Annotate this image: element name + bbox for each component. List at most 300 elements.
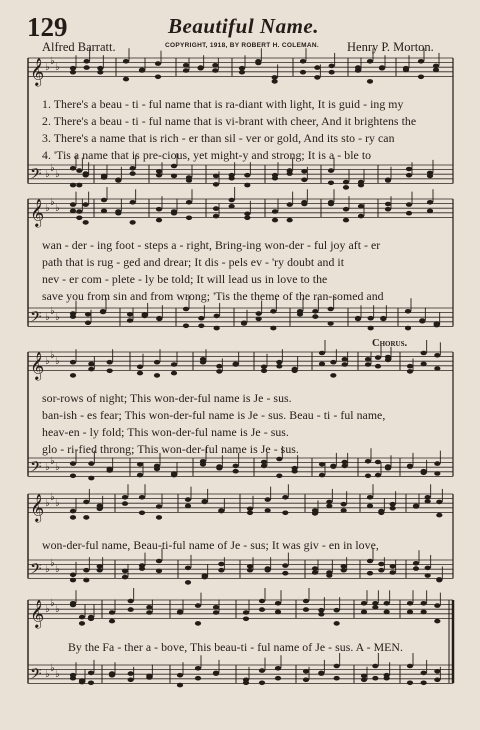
note-head — [265, 497, 271, 502]
note-head — [275, 666, 281, 671]
flat-icon: ♭ — [55, 669, 60, 680]
note-head — [107, 369, 113, 374]
note-head — [146, 674, 152, 679]
note-head — [177, 610, 183, 615]
note-head — [259, 599, 265, 604]
note-head — [355, 65, 361, 70]
copyright-notice: COPYRIGHT, 1918, BY ROBERT H. COLEMAN. — [165, 42, 319, 49]
note-head — [403, 68, 409, 73]
lyric-line: 3. There's a name that is rich - er than sil - ver or gold, And its sto - ry can — [42, 131, 395, 145]
note-head — [183, 68, 189, 73]
note-head — [282, 511, 288, 516]
note-head — [358, 183, 364, 188]
note-head — [83, 220, 89, 225]
note-head — [79, 678, 85, 683]
flat-icon: ♭ — [45, 203, 50, 214]
note-head — [390, 564, 396, 569]
note-head — [406, 167, 412, 172]
note-head — [233, 469, 239, 474]
note-head — [200, 357, 206, 362]
note-head — [139, 566, 145, 571]
note-head — [186, 178, 192, 183]
note-head — [218, 508, 224, 513]
flat-icon: ♭ — [50, 558, 55, 569]
note-head — [142, 312, 148, 317]
note-head — [407, 664, 413, 669]
note-head — [239, 66, 245, 71]
note-head — [216, 464, 222, 469]
note-head — [367, 559, 373, 564]
note-head — [70, 509, 76, 514]
note-head — [406, 173, 412, 178]
note-head — [303, 669, 309, 674]
note-head — [101, 174, 107, 179]
note-head — [361, 674, 367, 679]
note-head — [130, 166, 136, 171]
note-head — [171, 362, 177, 367]
flat-icon: ♭ — [50, 598, 55, 609]
note-head — [195, 621, 201, 626]
note-head — [214, 326, 220, 331]
note-head — [378, 562, 384, 567]
note-head — [171, 174, 177, 179]
flat-icon: ♭ — [50, 456, 55, 467]
note-head — [301, 202, 307, 207]
note-head — [434, 461, 440, 466]
flat-icon: ♭ — [50, 306, 55, 317]
bass-clef-icon: 𝄢 — [30, 560, 42, 582]
note-head — [70, 515, 76, 520]
note-head — [375, 473, 381, 478]
note-head — [127, 318, 133, 323]
note-head — [312, 566, 318, 571]
note-head — [259, 681, 265, 686]
flat-icon: ♭ — [50, 663, 55, 674]
note-head — [213, 605, 219, 610]
note-head — [259, 607, 265, 612]
note-head — [244, 212, 250, 217]
note-head — [365, 474, 371, 479]
flat-icon: ♭ — [55, 62, 60, 73]
note-head — [343, 185, 349, 190]
note-head — [202, 573, 208, 578]
note-head — [421, 671, 427, 676]
note-head — [365, 459, 371, 464]
flat-icon: ♭ — [55, 356, 60, 367]
note-head — [275, 610, 281, 615]
note-head — [318, 612, 324, 617]
note-head — [384, 676, 390, 681]
note-head — [361, 601, 367, 606]
note-head — [83, 515, 89, 520]
note-head — [156, 504, 162, 509]
note-head — [318, 671, 324, 676]
note-head — [218, 562, 224, 567]
note-head — [407, 681, 413, 686]
note-head — [76, 209, 82, 214]
note-head — [301, 178, 307, 183]
note-head — [434, 353, 440, 358]
note-head — [372, 601, 378, 606]
note-head — [413, 504, 419, 509]
note-head — [128, 678, 134, 683]
note-head — [334, 664, 340, 669]
note-head — [247, 507, 253, 512]
note-head — [156, 317, 162, 322]
bass-clef-icon: 𝄢 — [30, 165, 42, 187]
note-head — [378, 568, 384, 573]
note-head — [155, 75, 161, 80]
note-head — [83, 171, 89, 176]
note-head — [390, 506, 396, 511]
note-head — [123, 77, 129, 82]
flat-icon: ♭ — [55, 564, 60, 575]
note-head — [97, 564, 103, 569]
note-head — [407, 601, 413, 606]
note-head — [303, 678, 309, 683]
note-head — [341, 564, 347, 569]
note-head — [314, 75, 320, 80]
flat-icon: ♭ — [55, 203, 60, 214]
note-head — [372, 664, 378, 669]
note-head — [107, 467, 113, 472]
flat-icon: ♭ — [45, 169, 50, 180]
note-head — [202, 499, 208, 504]
note-head — [270, 309, 276, 314]
note-head — [328, 202, 334, 207]
note-head — [244, 183, 250, 188]
note-head — [436, 513, 442, 518]
note-head — [300, 59, 306, 64]
note-head — [407, 610, 413, 615]
note-head — [261, 460, 267, 465]
note-head — [421, 610, 427, 615]
note-head — [97, 70, 103, 75]
bass-clef-icon: 𝄢 — [30, 458, 42, 480]
note-head — [177, 673, 183, 678]
note-head — [216, 369, 222, 374]
note-head — [185, 566, 191, 571]
note-head — [213, 214, 219, 219]
note-head — [88, 367, 94, 372]
note-head — [85, 312, 91, 317]
lyric-line: save you from sin and from wrong; 'Tis the theme of the ran-somed and — [42, 289, 384, 303]
flat-icon: ♭ — [50, 350, 55, 361]
note-head — [122, 569, 128, 574]
note-head — [85, 321, 91, 326]
note-head — [272, 75, 278, 80]
note-head — [156, 569, 162, 574]
flat-icon: ♭ — [45, 669, 50, 680]
note-head — [272, 176, 278, 181]
note-head — [213, 671, 219, 676]
note-head — [328, 307, 334, 312]
flat-icon: ♭ — [55, 604, 60, 615]
note-head — [425, 499, 431, 504]
lyric-line: By the Fa - ther a - bove, This beau-ti - ful name of Je - sus. A - MEN. — [68, 640, 403, 654]
note-head — [101, 198, 107, 203]
note-head — [109, 671, 115, 676]
note-head — [330, 464, 336, 469]
note-head — [433, 68, 439, 73]
note-head — [272, 209, 278, 214]
note-head — [407, 364, 413, 369]
note-head — [76, 168, 82, 173]
note-head — [413, 566, 419, 571]
note-head — [425, 573, 431, 578]
note-head — [407, 464, 413, 469]
note-head — [421, 362, 427, 367]
note-head — [76, 183, 82, 188]
note-head — [270, 326, 276, 331]
note-head — [385, 202, 391, 207]
note-head — [139, 495, 145, 500]
note-head — [368, 316, 374, 321]
note-head — [312, 508, 318, 513]
note-head — [276, 457, 282, 462]
note-head — [275, 601, 281, 606]
note-head — [229, 198, 235, 203]
note-head — [343, 218, 349, 223]
note-head — [434, 669, 440, 674]
note-head — [122, 575, 128, 580]
note-head — [213, 610, 219, 615]
note-head — [239, 70, 245, 75]
note-head — [367, 79, 373, 84]
note-head — [183, 307, 189, 312]
note-head — [130, 220, 136, 225]
note-head — [297, 312, 303, 317]
note-head — [434, 366, 440, 371]
note-head — [292, 369, 298, 374]
note-head — [276, 360, 282, 365]
note-head — [171, 471, 177, 476]
note-head — [122, 495, 128, 500]
note-head — [156, 218, 162, 223]
note-head — [185, 504, 191, 509]
note-head — [367, 495, 373, 500]
note-head — [390, 570, 396, 575]
note-head — [186, 216, 192, 221]
note-head — [421, 469, 427, 474]
lyricist: Alfred Barratt. — [42, 40, 116, 54]
note-head — [405, 309, 411, 314]
note-head — [70, 578, 76, 583]
treble-clef-icon: 𝄞 — [30, 57, 45, 86]
note-head — [358, 204, 364, 209]
note-head — [218, 568, 224, 573]
note-head — [341, 508, 347, 513]
note-head — [213, 182, 219, 187]
note-head — [137, 462, 143, 467]
note-head — [433, 64, 439, 69]
note-head — [171, 164, 177, 169]
note-head — [83, 568, 89, 573]
note-head — [319, 351, 325, 356]
note-head — [70, 603, 76, 608]
note-head — [385, 464, 391, 469]
note-head — [367, 571, 373, 576]
bass-clef-icon: 𝄢 — [30, 665, 42, 687]
note-head — [259, 668, 265, 673]
note-head — [372, 676, 378, 681]
note-head — [185, 497, 191, 502]
flat-icon: ♭ — [50, 492, 55, 503]
note-head — [101, 209, 107, 214]
note-head — [128, 607, 134, 612]
note-head — [244, 173, 250, 178]
note-head — [384, 610, 390, 615]
lyric-line: path that is rug - ged and drear; It dis - pels ev - 'ry doubt and it — [42, 255, 345, 269]
flat-icon: ♭ — [45, 564, 50, 575]
note-head — [358, 214, 364, 219]
note-head — [195, 666, 201, 671]
note-head — [200, 462, 206, 467]
note-head — [434, 321, 440, 326]
note-head — [421, 681, 427, 686]
flat-icon: ♭ — [55, 462, 60, 473]
note-head — [300, 70, 306, 75]
note-head — [198, 324, 204, 329]
note-head — [378, 511, 384, 516]
note-head — [312, 309, 318, 314]
treble-clef-icon: 𝄞 — [30, 351, 45, 380]
note-head — [70, 209, 76, 214]
note-head — [343, 180, 349, 185]
note-head — [70, 166, 76, 171]
note-head — [365, 362, 371, 367]
note-head — [427, 209, 433, 214]
note-head — [88, 362, 94, 367]
note-head — [155, 61, 161, 66]
note-head — [301, 169, 307, 174]
note-head — [243, 617, 249, 622]
note-head — [247, 511, 253, 516]
note-head — [385, 355, 391, 360]
note-head — [255, 61, 261, 66]
note-head — [265, 566, 271, 571]
note-head — [198, 65, 204, 70]
note-head — [343, 207, 349, 212]
note-head — [154, 373, 160, 378]
note-head — [128, 599, 134, 604]
note-head — [79, 615, 85, 620]
note-head — [434, 619, 440, 624]
note-head — [367, 59, 373, 64]
note-head — [83, 202, 89, 207]
flat-icon: ♭ — [45, 62, 50, 73]
treble-clef-icon: 𝄞 — [30, 599, 45, 628]
note-head — [243, 610, 249, 615]
lyric-line: won-der-ful name, Beau-ti-ful name of Je - sus; It was giv - en in love, — [42, 538, 379, 552]
note-head — [76, 216, 82, 221]
note-head — [355, 317, 361, 322]
note-head — [427, 200, 433, 205]
note-head — [233, 464, 239, 469]
note-head — [84, 59, 90, 64]
note-head — [130, 200, 136, 205]
note-head — [421, 351, 427, 356]
note-head — [127, 312, 133, 317]
lyric-line: nev - er com - plete - ly be told; It will lead us in love to the — [42, 272, 328, 286]
note-head — [427, 174, 433, 179]
note-head — [244, 216, 250, 221]
note-head — [282, 571, 288, 576]
lyric-line: glo - ri-fied throng; This won-der-ful name is Je - sus. — [42, 442, 299, 456]
flat-icon: ♭ — [55, 498, 60, 509]
flat-icon: ♭ — [45, 356, 50, 367]
note-head — [275, 676, 281, 681]
note-head — [137, 371, 143, 376]
note-head — [154, 467, 160, 472]
hymn-number: 129 — [27, 12, 68, 42]
note-head — [213, 206, 219, 211]
note-head — [70, 474, 76, 479]
note-head — [83, 578, 89, 583]
note-head — [329, 64, 335, 69]
note-head — [156, 515, 162, 520]
note-head — [330, 360, 336, 365]
note-head — [385, 207, 391, 212]
note-head — [406, 211, 412, 216]
note-head — [128, 671, 134, 676]
note-head — [434, 603, 440, 608]
note-head — [361, 610, 367, 615]
flat-icon: ♭ — [50, 56, 55, 67]
note-head — [292, 469, 298, 474]
note-head — [256, 317, 262, 322]
note-head — [434, 471, 440, 476]
note-head — [375, 364, 381, 369]
note-head — [418, 59, 424, 64]
note-head — [405, 326, 411, 331]
note-head — [177, 683, 183, 688]
lyric-line: heav-en - ly fold; This won-der-ful name is Je - sus. — [42, 425, 289, 439]
lyric-line: wan - der - ing foot - steps a - right, Bring-ing won-der - ful joy aft - er — [42, 238, 381, 252]
note-head — [434, 678, 440, 683]
note-head — [115, 211, 121, 216]
note-head — [372, 605, 378, 610]
note-head — [287, 171, 293, 176]
note-head — [326, 504, 332, 509]
note-head — [379, 65, 385, 70]
note-head — [70, 676, 76, 681]
note-head — [88, 461, 94, 466]
note-head — [70, 314, 76, 319]
note-head — [171, 211, 177, 216]
note-head — [328, 321, 334, 326]
note-head — [146, 605, 152, 610]
lyric-line: 4. 'Tis a name that is pre-cious, yet might-y and strong; It is a - ble to — [42, 148, 372, 162]
note-head — [342, 460, 348, 465]
bass-clef-icon: 𝄢 — [30, 308, 42, 330]
note-head — [137, 365, 143, 370]
note-head — [212, 63, 218, 68]
note-head — [385, 178, 391, 183]
note-head — [342, 357, 348, 362]
note-head — [186, 200, 192, 205]
note-head — [276, 474, 282, 479]
note-head — [213, 174, 219, 179]
note-head — [334, 676, 340, 681]
flat-icon: ♭ — [55, 312, 60, 323]
note-head — [314, 65, 320, 70]
note-head — [334, 608, 340, 613]
note-head — [303, 599, 309, 604]
note-head — [70, 373, 76, 378]
note-head — [70, 573, 76, 578]
note-head — [319, 362, 325, 367]
